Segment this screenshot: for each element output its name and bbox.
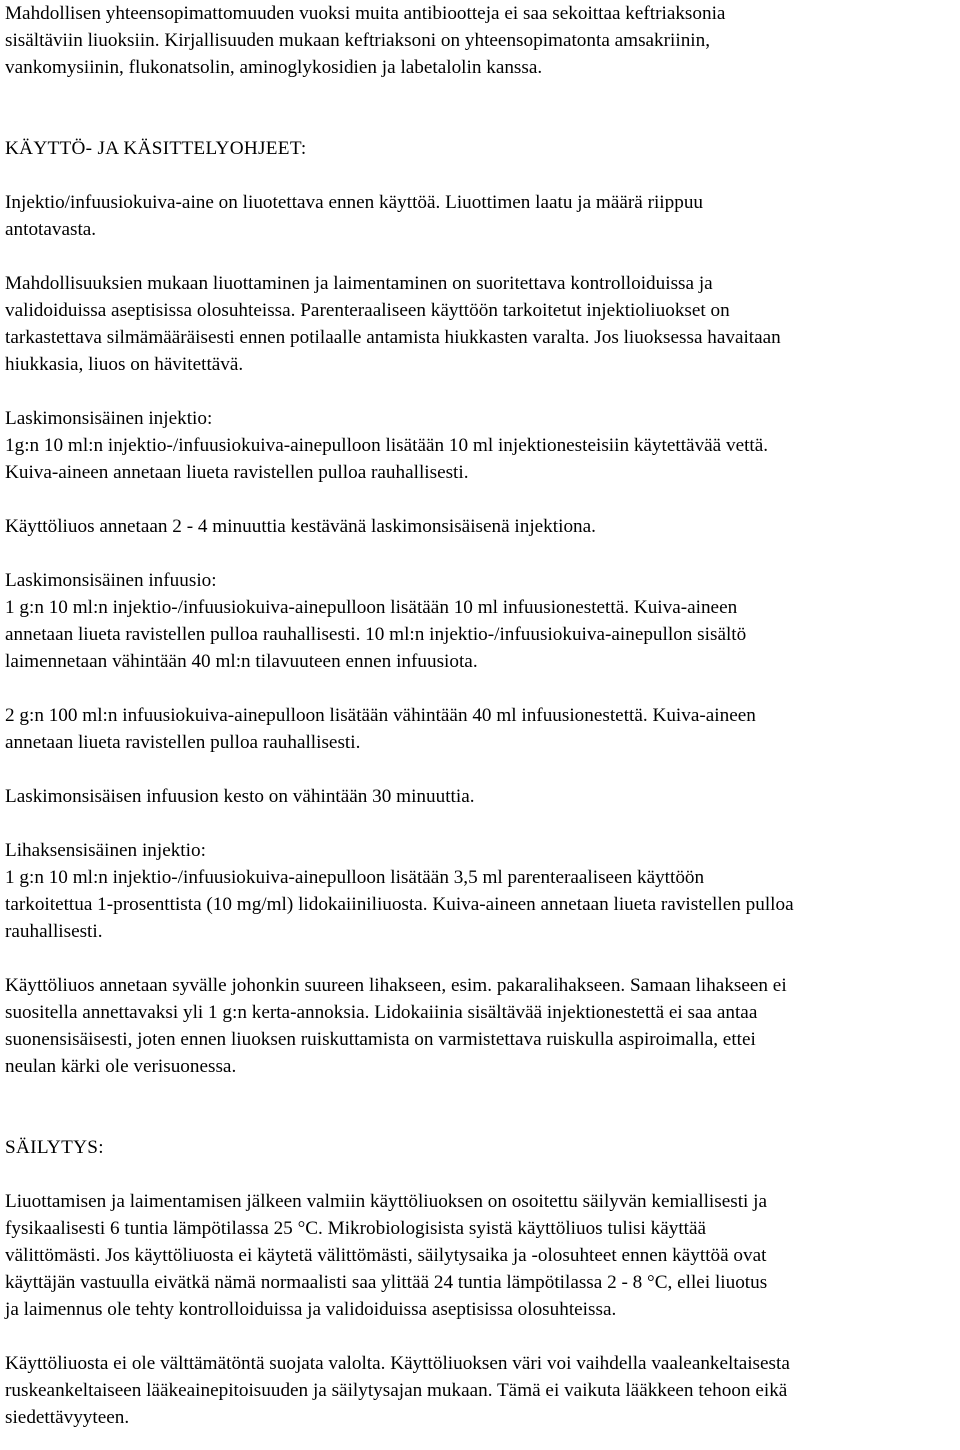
iv-infusion-paragraph <box>5 567 957 675</box>
text-line: laimennetaan vähintään 40 ml:n tilavuuteen ennen infuusiota. <box>5 651 478 672</box>
text-line: Liuottamisen ja laimentamisen jälkeen valmiin käyttöliuoksen on osoitettu säilyvän kemiallisesti ja <box>5 1191 768 1212</box>
usage-paragraph-2 <box>5 270 957 378</box>
text-line: 1 g:n 10 ml:n injektio-/infuusiokuiva-ainepulloon lisätään 10 ml infuusionestettä. Kuiva-aineen <box>5 597 738 618</box>
text-line: 1g:n 10 ml:n injektio-/infuusiokuiva-ainepulloon lisätään 10 ml injektionesteisiin käytettävää vettä. <box>5 435 769 456</box>
text-line: Kuiva-aineen annetaan liueta ravistellen pulloa rauhallisesti. <box>5 462 469 483</box>
document-page <box>5 0 957 1431</box>
text-line: Mahdollisen yhteensopimattomuuden vuoksi muita antibiootteja ei saa sekoittaa keftriaksonia <box>5 3 726 24</box>
usage-heading: KÄYTTÖ- JA KÄSITTELYOHJEET: <box>5 138 307 159</box>
text-line: tarkoitettua 1-prosenttista (10 mg/ml) lidokaiiniliuosta. Kuiva-aineen annetaan liueta ravistellen pulloa <box>5 894 794 915</box>
text-line: 1 g:n 10 ml:n injektio-/infuusiokuiva-ainepulloon lisätään 3,5 ml parenteraaliseen käyttöön <box>5 867 705 888</box>
iv-infusion-duration-paragraph <box>5 783 957 810</box>
text-line: Laskimonsisäinen infuusio: <box>5 570 217 591</box>
storage-paragraph-2 <box>5 1350 957 1431</box>
im-injection-admin-paragraph <box>5 972 957 1080</box>
storage-heading: SÄILYTYS: <box>5 1137 104 1158</box>
text-line: Laskimonsisäisen infuusion kesto on vähintään 30 minuuttia. <box>5 786 475 807</box>
text-line: 2 g:n 100 ml:n infuusiokuiva-ainepulloon lisätään vähintään 40 ml infuusionestettä. Kuiva-aineen <box>5 705 756 726</box>
text-line: ruskeankeltaiseen lääkeainepitoisuuden ja säilytysajan mukaan. Tämä ei vaikuta lääkkeen tehoon eikä <box>5 1380 788 1401</box>
text-line: antotavasta. <box>5 219 97 240</box>
text-line: siedettävyyteen. <box>5 1407 130 1428</box>
text-line: vankomysiinin, flukonatsolin, aminoglykosidien ja labetalolin kanssa. <box>5 57 543 78</box>
text-line: annetaan liueta ravistellen pulloa rauhallisesti. 10 ml:n injektio-/infuusiokuiva-ainepullon sisältö <box>5 624 747 645</box>
text-line: rauhallisesti. <box>5 921 103 942</box>
text-line: ja laimennus ole tehty kontrolloiduissa ja validoiduissa aseptisissa olosuhteissa. <box>5 1299 617 1320</box>
text-line: sisältäviin liuoksiin. Kirjallisuuden mukaan keftriaksoni on yhteensopimatonta amsakriinin, <box>5 30 711 51</box>
text-line: suonensisäisesti, joten ennen liuoksen ruiskuttamista on varmistettava ruiskulla aspiroimalla, ettei <box>5 1029 756 1050</box>
text-line: hiukkasia, liuos on hävitettävä. <box>5 354 244 375</box>
text-line: suositella annettavaksi yli 1 g:n kerta-annoksia. Lidokaiinia sisältävää injektionestettä ei saa antaa <box>5 1002 758 1023</box>
text-line: Injektio/infuusiokuiva-aine on liuotettava ennen käyttöä. Liuottimen laatu ja määrä riippuu <box>5 192 704 213</box>
text-line: välittömästi. Jos käyttöliuosta ei käytetä välittömästi, säilytysaika ja -olosuhteet ennen käyttöä ovat <box>5 1245 767 1266</box>
iv-injection-paragraph <box>5 405 957 486</box>
storage-paragraph-1 <box>5 1188 957 1323</box>
text-line: fysikaalisesti 6 tuntia lämpötilassa 25 °C. Mikrobiologisista syistä käyttöliuos tulisi käyttää <box>5 1218 707 1239</box>
intro-paragraph <box>5 0 957 81</box>
iv-injection-admin-paragraph <box>5 513 957 540</box>
usage-paragraph-1 <box>5 189 957 243</box>
text-line: Laskimonsisäinen injektio: <box>5 408 213 429</box>
text-line: Käyttöliuos annetaan 2 - 4 minuuttia kestävänä laskimonsisäisenä injektiona. <box>5 516 596 537</box>
text-line: Käyttöliuos annetaan syvälle johonkin suureen lihakseen, esim. pakaralihakseen. Samaan lihakseen ei <box>5 975 787 996</box>
text-line: validoiduissa aseptisissa olosuhteissa. Parenteraaliseen käyttöön tarkoitetut injektioliuokset on <box>5 300 730 321</box>
text-line: neulan kärki ole verisuonessa. <box>5 1056 237 1077</box>
text-line: Käyttöliuosta ei ole välttämätöntä suojata valolta. Käyttöliuoksen väri voi vaihdella vaaleankeltaisesta <box>5 1353 790 1374</box>
text-line: tarkastettava silmämääräisesti ennen potilaalle antamista hiukkasten varalta. Jos liuoksessa havaitaan <box>5 327 781 348</box>
text-line: Lihaksensisäinen injektio: <box>5 840 206 861</box>
im-injection-paragraph <box>5 837 957 945</box>
text-line: Mahdollisuuksien mukaan liuottaminen ja laimentaminen on suoritettava kontrolloiduissa ja <box>5 273 713 294</box>
iv-infusion-2g-paragraph <box>5 702 957 756</box>
text-line: annetaan liueta ravistellen pulloa rauhallisesti. <box>5 732 361 753</box>
text-line: käyttäjän vastuulla eivätkä nämä normaalisti saa ylittää 24 tuntia lämpötilassa 2 - 8 °C, ellei liuotus <box>5 1272 768 1293</box>
